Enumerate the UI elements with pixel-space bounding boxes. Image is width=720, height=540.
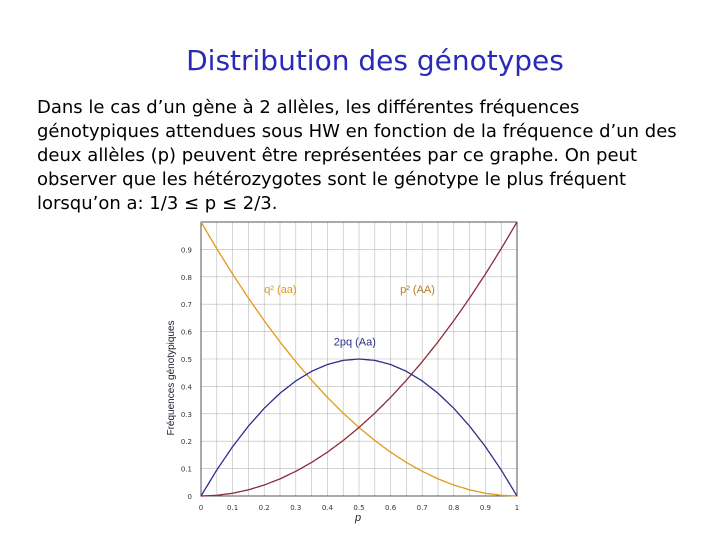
y-tick-label: 0.8 [180,273,192,282]
y-tick-label: 0.2 [180,438,192,447]
slide-title: Distribution des génotypes [186,44,564,77]
curve-label: 2pq (Aa) [333,336,376,349]
curve-label: q² (aa) [264,284,297,297]
y-tick-label: 0.3 [180,410,192,419]
x-axis-label: p [354,512,362,524]
paragraph-line: deux allèles (p) peuvent être représentées par ce graphe. On peut [37,145,638,166]
x-tick-label: 0.4 [321,504,333,512]
x-tick-label: 0.3 [290,504,302,512]
chart-annotations [264,284,435,348]
y-tick-label: 0.5 [180,356,192,364]
paragraph-line: lorsqu’on a: 1/3 ≤ p ≤ 2/3. [37,193,278,214]
x-tick-label: 0.9 [479,504,491,512]
paragraph-line: observer que les hétérozygotes sont le génotype le plus fréquent [37,169,627,190]
x-tick-label: 0.2 [258,504,270,512]
x-tick-labels [199,504,519,512]
y-tick-labels [181,246,193,501]
curve-label: p² (AA) [400,284,435,297]
paragraph-line: génotypiques attendues sous HW en fonction de la fréquence d’un des [37,121,677,142]
x-tick-label: 1 [514,504,520,512]
y-tick-label: 0.1 [180,465,192,474]
y-tick-label: 0 [187,493,192,501]
x-tick-label: 0.1 [227,504,239,512]
x-tick-label: 0.8 [448,504,460,512]
y-tick-label: 0.9 [180,246,192,255]
y-tick-label: 0.6 [180,328,192,337]
x-tick-label: 0.7 [416,504,428,512]
y-tick-label: 0.7 [180,301,192,310]
y-axis-label: Fréquences génotypiques [166,320,177,436]
x-tick-label: 0 [198,504,204,512]
x-tick-label: 0.5 [353,504,365,512]
y-tick-label: 0.4 [180,383,192,392]
paragraph-line: Dans le cas d’un gène à 2 allèles, les différentes fréquences [37,97,580,118]
x-tick-label: 0.6 [385,504,397,512]
